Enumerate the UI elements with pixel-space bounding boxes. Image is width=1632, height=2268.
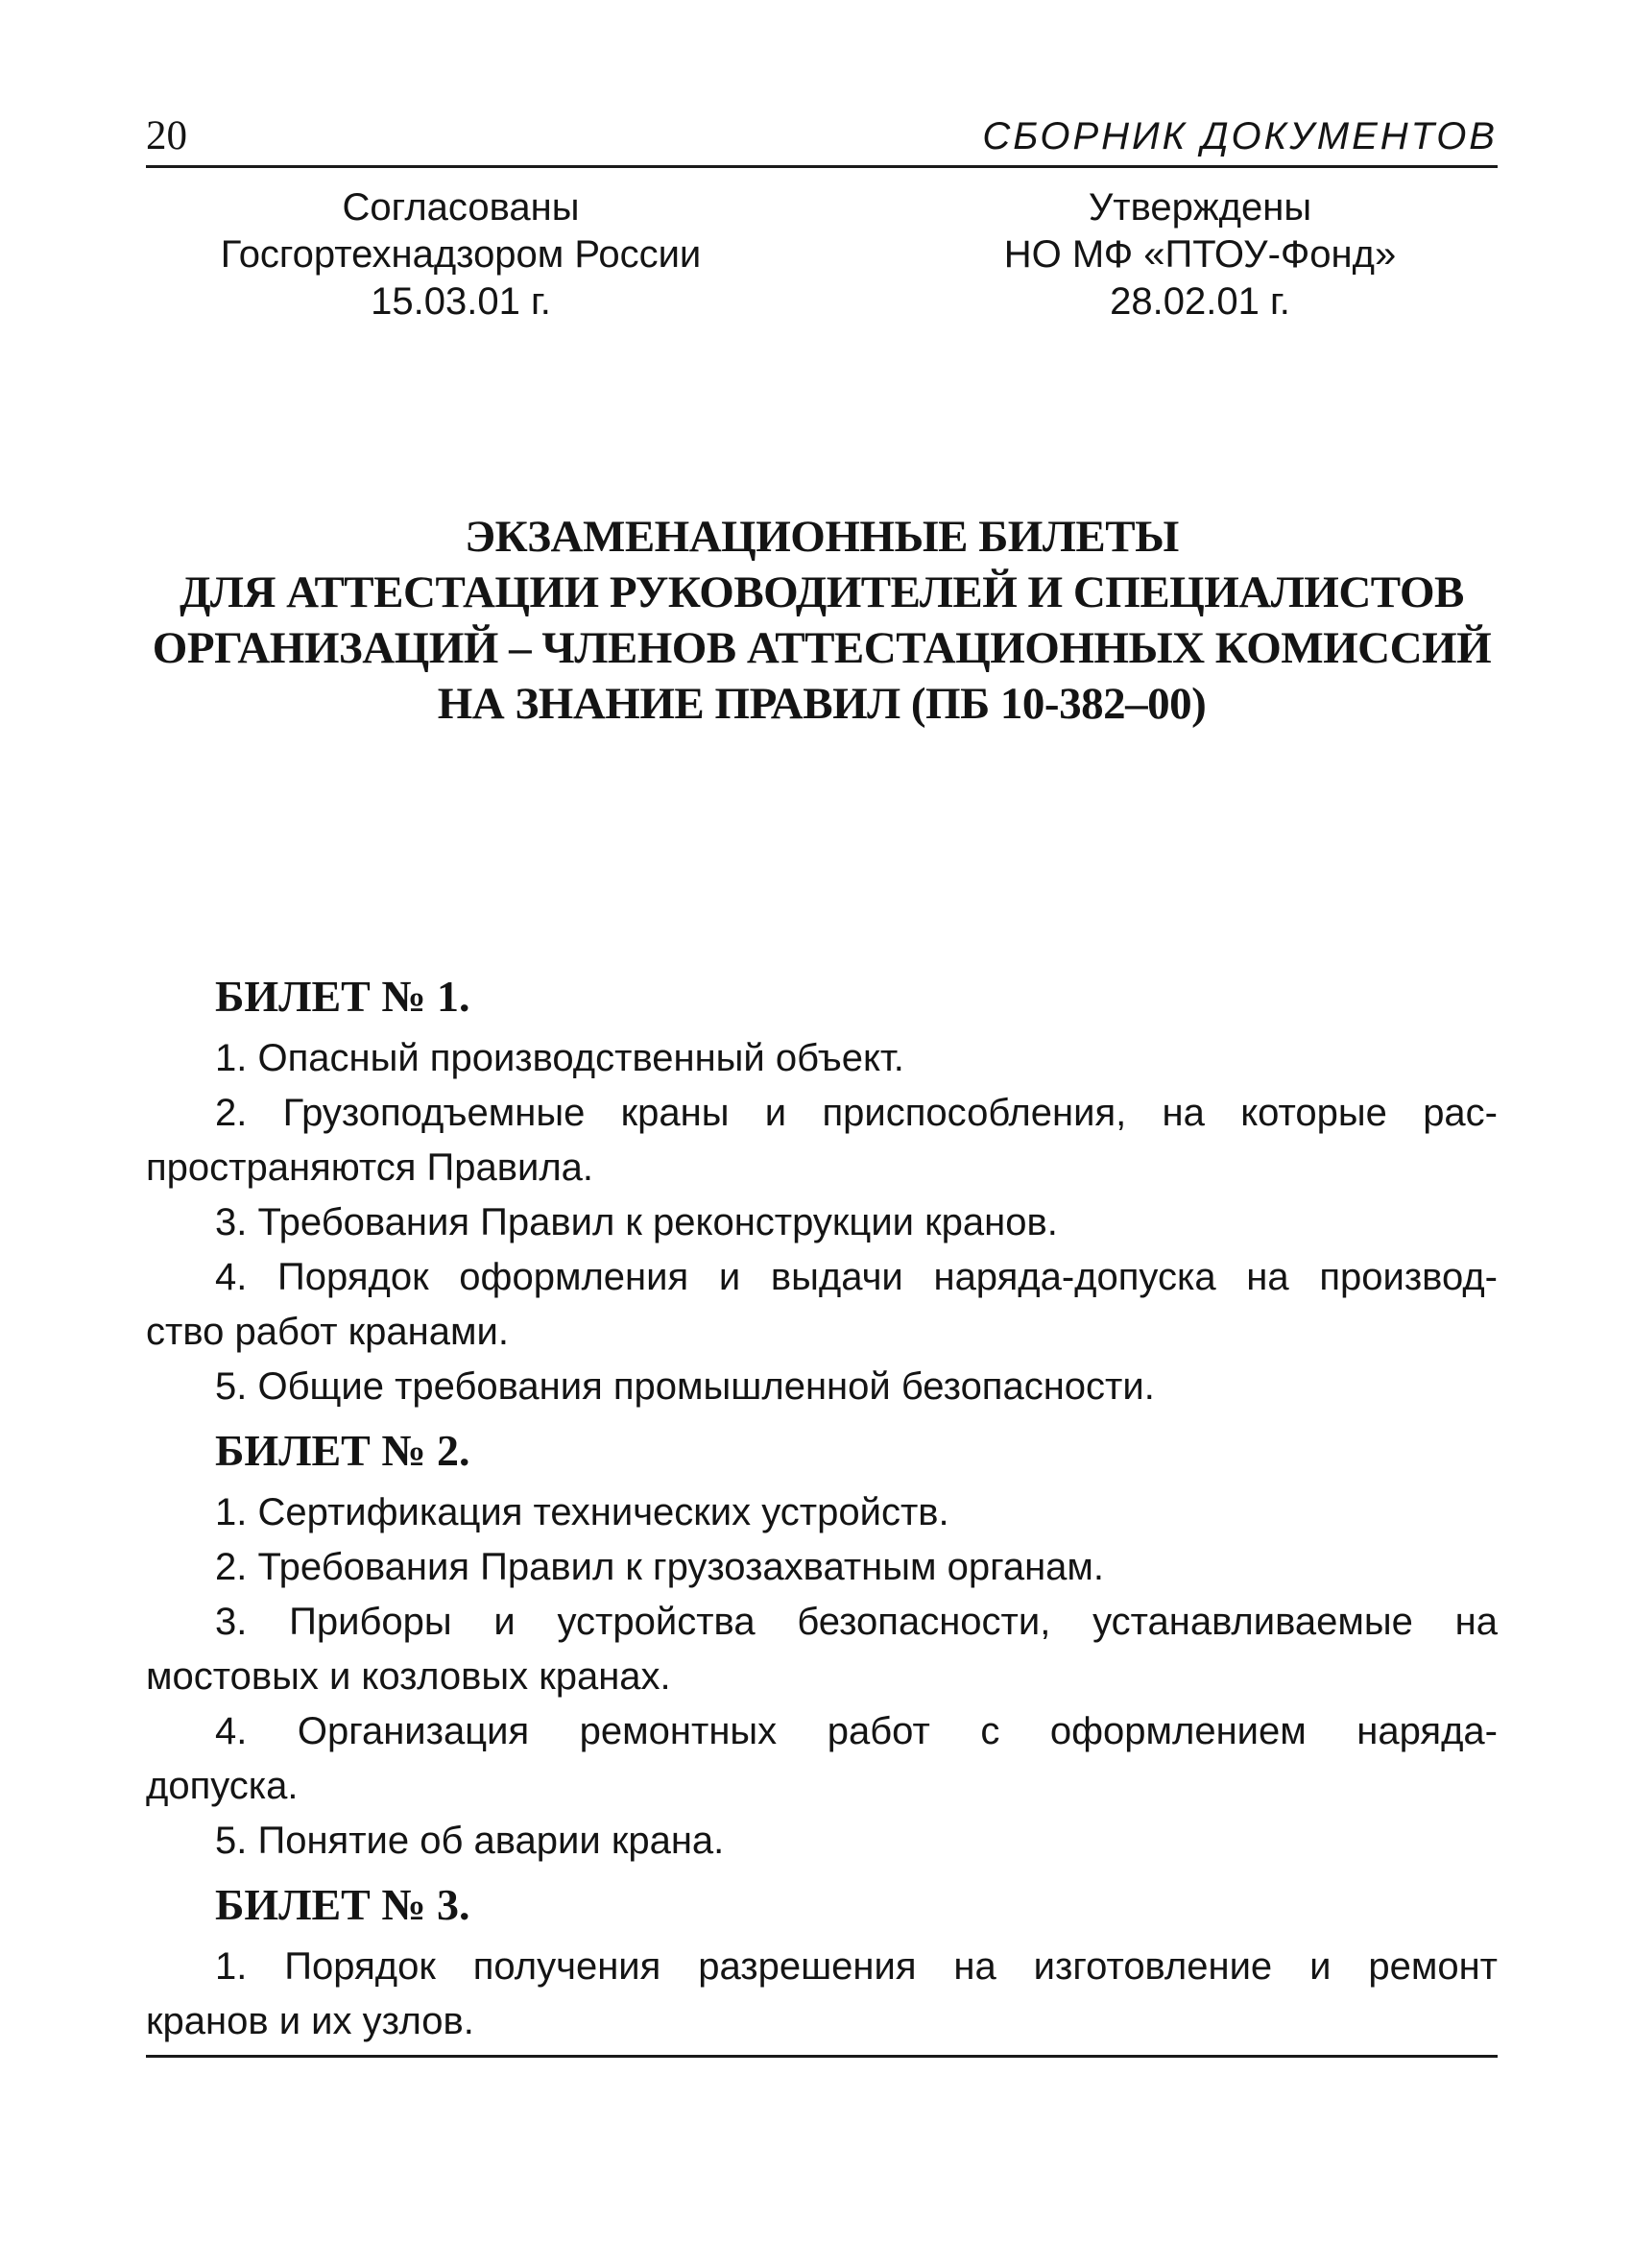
ticket-question-line: кранов и их узлов. [146,2000,474,2042]
ticket-heading: БИЛЕТ № 2. [215,1426,470,1475]
ticket-question-line: 3. Требования Правил к реконструкции кранов. [215,1201,1058,1243]
ticket-question-line: 1. Порядок получения разрешения на изготовление и ремонт [215,1945,1498,1988]
ticket-question-line: пространяются Правила. [146,1146,594,1189]
collection-title: СБОРНИК ДОКУМЕНТОВ [982,115,1498,157]
ticket-heading: БИЛЕТ № 3. [215,1880,470,1929]
title-line: НА ЗНАНИЕ ПРАВИЛ (ПБ 10-382–00) [437,679,1207,729]
ticket-question [146,1485,1498,1540]
ticket-question-line: 3. Приборы и устройства безопасности, устанавливаемые на [215,1601,1498,1643]
ticket-question-line: ство работ кранами. [146,1311,509,1353]
approval-approved-date: 28.02.01 г. [1110,280,1290,323]
approval-approved-authority: НО МФ «ПТОУ-Фонд» [1003,233,1397,276]
running-header [146,108,1498,165]
ticket-question-line: 2. Грузоподъемные краны и приспособления, на которые рас- [215,1092,1498,1134]
ticket-question-line: 1. Опасный производственный объект. [215,1037,904,1079]
document-title [146,509,1498,732]
approval-approved-block [922,184,1478,326]
approval-agreed-date: 15.03.01 г. [371,280,551,323]
ticket-question-line: допуска. [146,1765,299,1807]
ticket-heading: БИЛЕТ № 1. [215,972,470,1021]
ticket-question-line: 1. Сертификация технических устройств. [215,1491,949,1533]
ticket-question [146,1195,1498,1250]
ticket [146,968,1498,1414]
ticket-question [146,1540,1498,1595]
ticket-question [146,1704,1498,1814]
ticket-question-line: мостовых и козловых кранах. [146,1655,671,1698]
ticket-question [146,1595,1498,1704]
header-divider [146,165,1498,168]
approval-agreed-label: Согласованы [342,186,580,229]
ticket-question [146,1814,1498,1869]
footer-divider [146,2055,1498,2058]
ticket-question [146,1250,1498,1360]
ticket-question [146,1031,1498,1086]
approval-agreed-authority: Госгортехнадзором России [220,233,702,276]
title-line: ДЛЯ АТТЕСТАЦИИ РУКОВОДИТЕЛЕЙ И СПЕЦИАЛИСТОВ [180,567,1464,617]
tickets-list [146,960,1498,2049]
ticket-question [146,1360,1498,1414]
ticket-question [146,1086,1498,1195]
approval-approved-label: Утверждены [1088,186,1312,229]
ticket-question-line: 5. Общие требования промышленной безопасности. [215,1365,1155,1408]
approval-agreed-block [173,184,749,326]
page-number: 20 [146,113,187,158]
ticket [146,1876,1498,2049]
ticket [146,1422,1498,1869]
title-line: ЭКЗАМЕНАЦИОННЫЕ БИЛЕТЫ [465,512,1179,562]
ticket-question-line: 4. Порядок оформления и выдачи наряда-допуска на производ- [215,1256,1498,1298]
ticket-question [146,1940,1498,2049]
ticket-question-line: 4. Организация ремонтных работ с оформлением наряда- [215,1710,1498,1752]
title-line: ОРГАНИЗАЦИЙ – ЧЛЕНОВ АТТЕСТАЦИОННЫХ КОМИССИЙ [152,623,1492,673]
ticket-question-line: 2. Требования Правил к грузозахватным органам. [215,1546,1105,1588]
ticket-question-line: 5. Понятие об аварии крана. [215,1820,725,1862]
